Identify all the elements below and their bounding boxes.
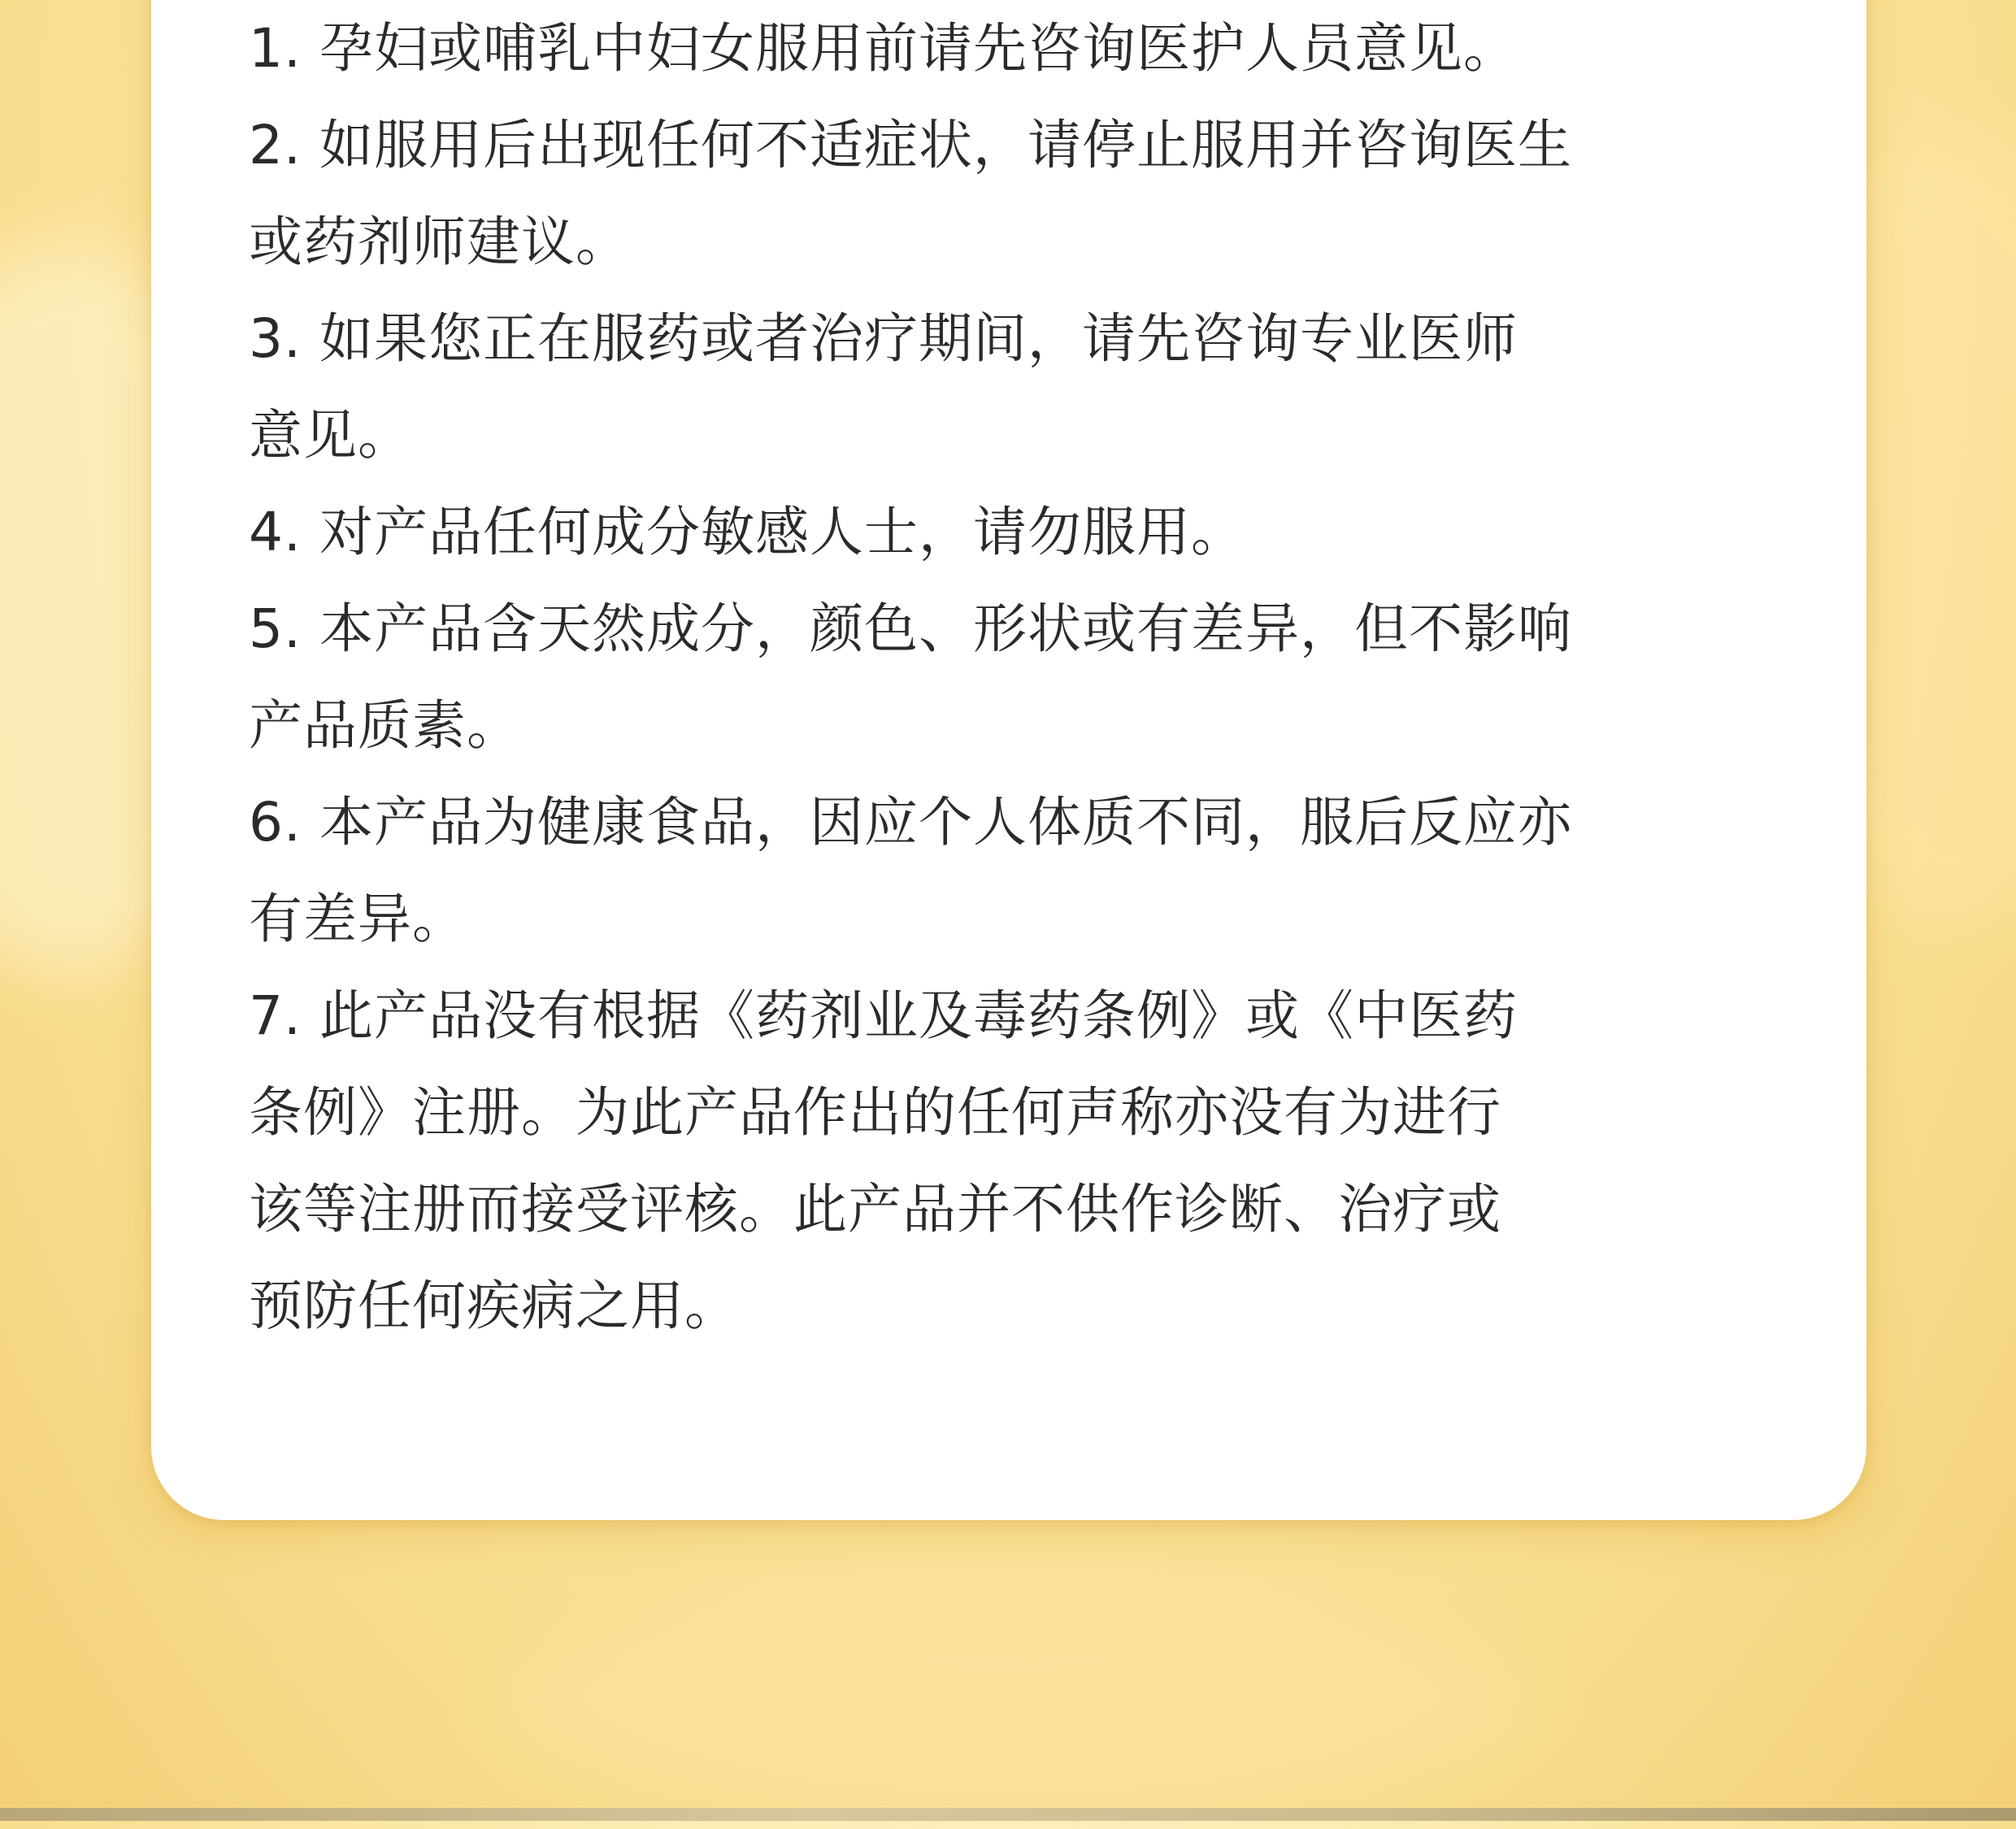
notice-item-4: 4. 对产品任何成分敏感人士，请勿服用。 — [249, 501, 1245, 563]
notice-list — [249, 0, 1810, 1354]
notice-item-1: 1. 孕妇或哺乳中妇女服用前请先咨询医护人员意见。 — [249, 17, 1518, 80]
notice-item-6: 6. 本产品为健康食品，因应个人体质不同，服后反应亦 有差异。 — [249, 791, 1572, 950]
notice-item-3: 3. 如果您正在服药或者治疗期间，请先咨询专业医师 意见。 — [249, 307, 1518, 467]
notice-item-5: 5. 本产品含天然成分，颜色、形状或有差异，但不影响 产品质素。 — [249, 597, 1572, 757]
notice-item-7: 7. 此产品没有根据《药剂业及毒药条例》或《中医药 条例》注册。为此产品作出的任何声称亦没有为进行 该等注册而接受评核。此产品并不供作诊断、治疗或 预防任何疾病之用。 — [249, 984, 1518, 1337]
bottom-edge-strip — [0, 1808, 2016, 1821]
background-glow-bottom — [488, 1585, 1545, 1829]
notice-item-2: 2. 如服用后出现任何不适症状，请停止服用并咨询医生 或药剂师建议。 — [249, 114, 1572, 273]
